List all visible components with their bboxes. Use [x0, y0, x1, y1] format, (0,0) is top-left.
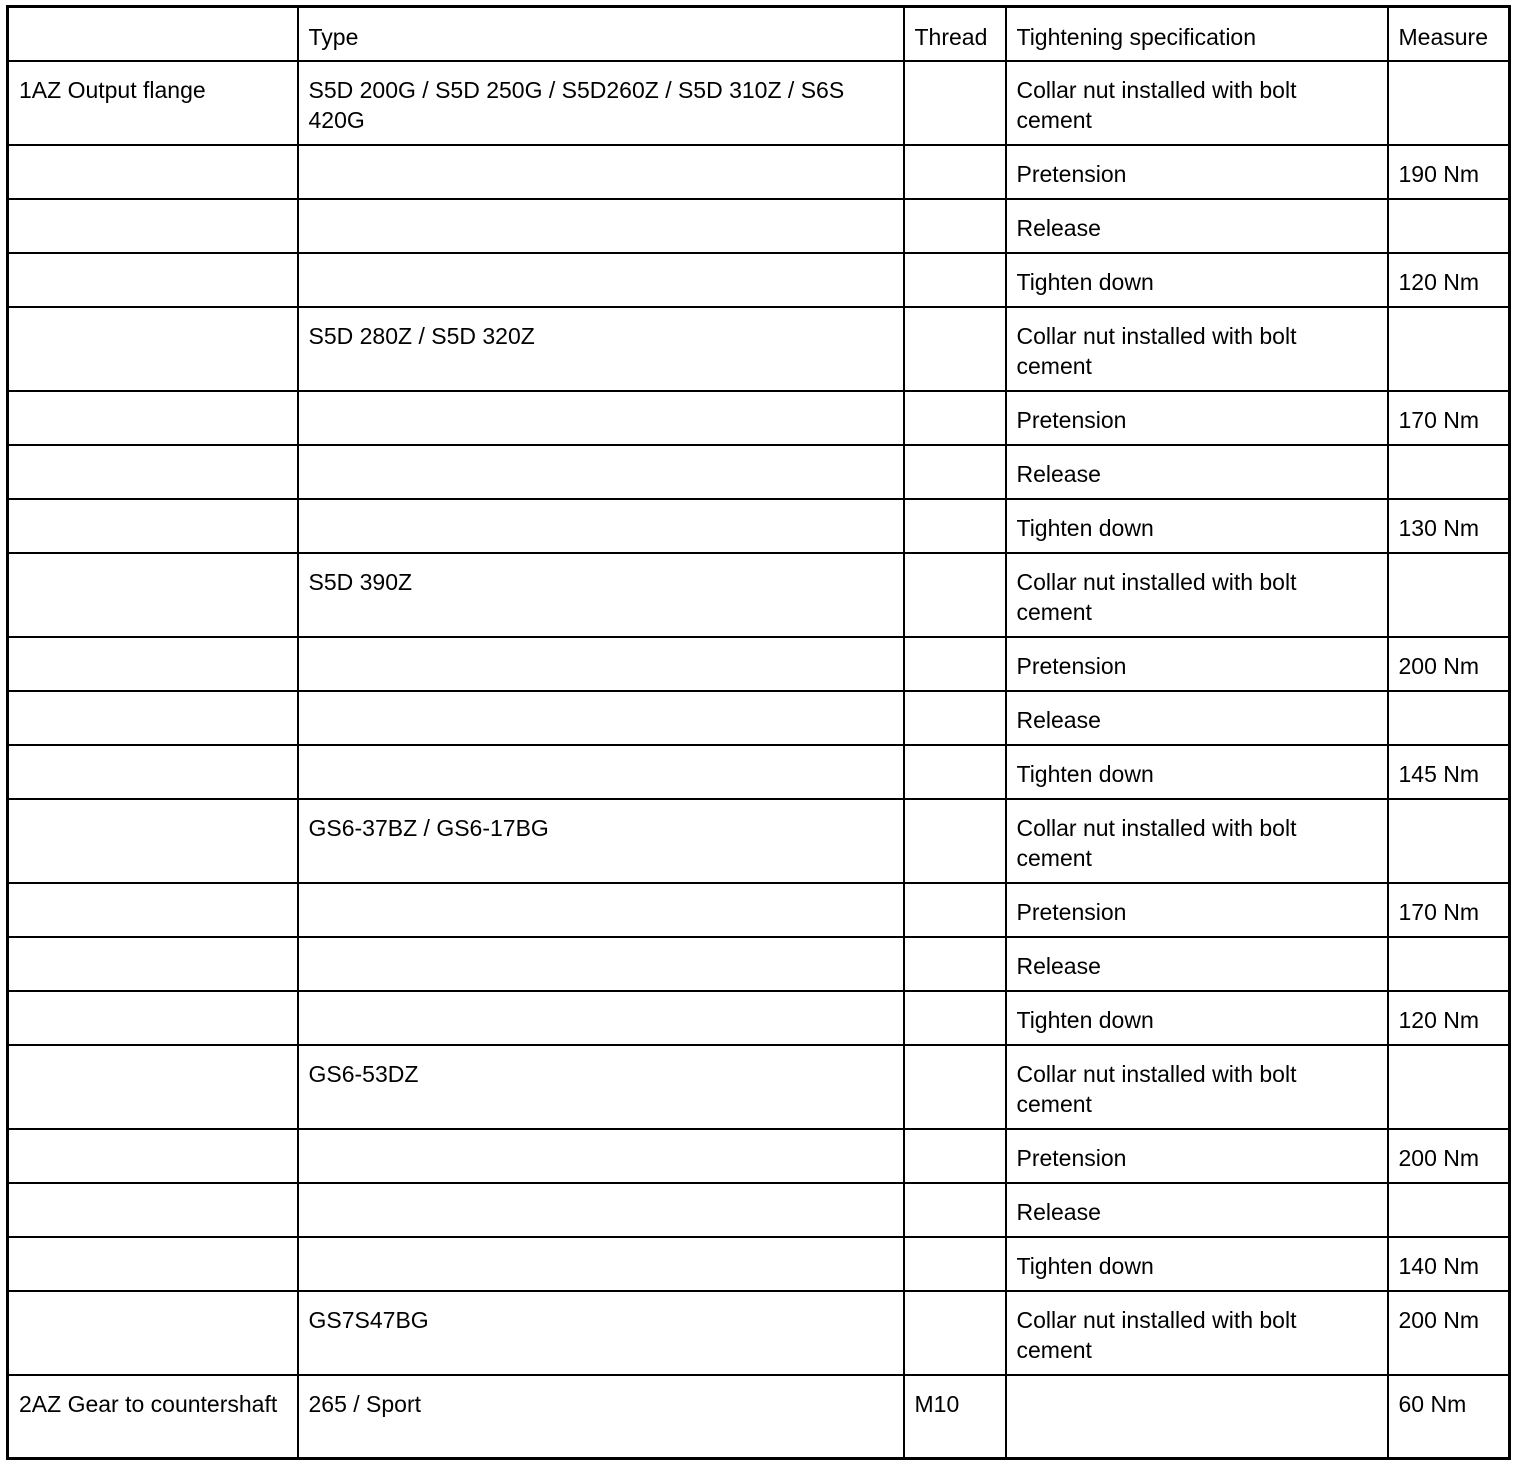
cell-measure: 200 Nm	[1388, 1129, 1510, 1183]
cell-thread	[904, 61, 1006, 145]
cell-thread	[904, 745, 1006, 799]
cell-measure: 190 Nm	[1388, 145, 1510, 199]
cell-thread	[904, 199, 1006, 253]
header-spec: Tightening specification	[1006, 7, 1388, 61]
cell-measure	[1388, 307, 1510, 391]
cell-component	[8, 1291, 298, 1375]
cell-type	[298, 445, 904, 499]
cell-component	[8, 937, 298, 991]
cell-type: S5D 390Z	[298, 553, 904, 637]
cell-thread	[904, 145, 1006, 199]
cell-measure	[1388, 61, 1510, 145]
cell-type: 265 / Sport	[298, 1375, 904, 1459]
table-row	[8, 445, 1510, 499]
cell-spec: Release	[1006, 199, 1388, 253]
cell-component	[8, 1237, 298, 1291]
cell-component	[8, 253, 298, 307]
cell-component	[8, 553, 298, 637]
table-row	[8, 1291, 1510, 1375]
cell-measure: 140 Nm	[1388, 1237, 1510, 1291]
cell-component	[8, 799, 298, 883]
cell-component	[8, 499, 298, 553]
cell-spec: Release	[1006, 1183, 1388, 1237]
cell-measure	[1388, 445, 1510, 499]
cell-measure	[1388, 553, 1510, 637]
cell-spec: Release	[1006, 445, 1388, 499]
cell-spec: Pretension	[1006, 391, 1388, 445]
cell-type	[298, 145, 904, 199]
cell-type	[298, 1183, 904, 1237]
header-component	[8, 7, 298, 61]
cell-measure	[1388, 799, 1510, 883]
cell-component	[8, 445, 298, 499]
cell-type: GS7S47BG	[298, 1291, 904, 1375]
cell-thread	[904, 253, 1006, 307]
table-row	[8, 637, 1510, 691]
cell-measure: 200 Nm	[1388, 637, 1510, 691]
cell-measure: 170 Nm	[1388, 391, 1510, 445]
header-row	[8, 7, 1510, 61]
cell-thread	[904, 691, 1006, 745]
table-row	[8, 1045, 1510, 1129]
cell-component: 2AZ Gear to countershaft	[8, 1375, 298, 1459]
cell-spec: Release	[1006, 937, 1388, 991]
cell-thread	[904, 553, 1006, 637]
cell-spec	[1006, 1375, 1388, 1459]
cell-spec: Collar nut installed with bolt cement	[1006, 307, 1388, 391]
cell-type: GS6-37BZ / GS6-17BG	[298, 799, 904, 883]
table-row	[8, 937, 1510, 991]
cell-component	[8, 1129, 298, 1183]
cell-component	[8, 691, 298, 745]
cell-measure: 130 Nm	[1388, 499, 1510, 553]
cell-type	[298, 745, 904, 799]
cell-thread	[904, 937, 1006, 991]
cell-measure: 170 Nm	[1388, 883, 1510, 937]
cell-thread	[904, 1291, 1006, 1375]
cell-component	[8, 991, 298, 1045]
cell-component	[8, 145, 298, 199]
cell-measure	[1388, 1045, 1510, 1129]
table-row	[8, 253, 1510, 307]
table-row	[8, 199, 1510, 253]
cell-thread	[904, 799, 1006, 883]
header-thread: Thread	[904, 7, 1006, 61]
cell-spec: Collar nut installed with bolt cement	[1006, 1291, 1388, 1375]
cell-thread	[904, 307, 1006, 391]
cell-type	[298, 199, 904, 253]
cell-component	[8, 1045, 298, 1129]
cell-thread	[904, 1183, 1006, 1237]
cell-component	[8, 391, 298, 445]
cell-spec: Pretension	[1006, 1129, 1388, 1183]
cell-thread	[904, 499, 1006, 553]
cell-measure	[1388, 937, 1510, 991]
cell-spec: Tighten down	[1006, 499, 1388, 553]
header-type: Type	[298, 7, 904, 61]
table-row	[8, 745, 1510, 799]
table-row	[8, 991, 1510, 1045]
cell-measure: 120 Nm	[1388, 991, 1510, 1045]
cell-spec: Pretension	[1006, 883, 1388, 937]
cell-spec: Collar nut installed with bolt cement	[1006, 799, 1388, 883]
cell-type	[298, 937, 904, 991]
cell-measure: 145 Nm	[1388, 745, 1510, 799]
cell-thread	[904, 883, 1006, 937]
cell-type	[298, 499, 904, 553]
cell-thread	[904, 1045, 1006, 1129]
cell-type	[298, 883, 904, 937]
cell-measure	[1388, 691, 1510, 745]
cell-measure	[1388, 199, 1510, 253]
cell-type: GS6-53DZ	[298, 1045, 904, 1129]
cell-component	[8, 1183, 298, 1237]
cell-thread	[904, 637, 1006, 691]
table-row	[8, 553, 1510, 637]
cell-type	[298, 991, 904, 1045]
table-row	[8, 1129, 1510, 1183]
cell-type	[298, 1129, 904, 1183]
table-row	[8, 1237, 1510, 1291]
table-row	[8, 61, 1510, 145]
table-row	[8, 883, 1510, 937]
cell-type	[298, 691, 904, 745]
cell-type: S5D 200G / S5D 250G / S5D260Z / S5D 310Z / S6S 420G	[298, 61, 904, 145]
cell-thread	[904, 391, 1006, 445]
cell-component	[8, 883, 298, 937]
table-row	[8, 307, 1510, 391]
table-row	[8, 1375, 1510, 1459]
cell-type	[298, 637, 904, 691]
cell-spec: Release	[1006, 691, 1388, 745]
cell-type	[298, 253, 904, 307]
cell-measure: 200 Nm	[1388, 1291, 1510, 1375]
cell-thread	[904, 1129, 1006, 1183]
cell-type	[298, 391, 904, 445]
cell-spec: Collar nut installed with bolt cement	[1006, 61, 1388, 145]
cell-spec: Collar nut installed with bolt cement	[1006, 553, 1388, 637]
header-measure: Measure	[1388, 7, 1510, 61]
cell-type	[298, 1237, 904, 1291]
cell-spec: Tighten down	[1006, 991, 1388, 1045]
table-row	[8, 691, 1510, 745]
cell-measure	[1388, 1183, 1510, 1237]
cell-component	[8, 307, 298, 391]
cell-thread	[904, 445, 1006, 499]
cell-component	[8, 199, 298, 253]
cell-measure: 120 Nm	[1388, 253, 1510, 307]
cell-component	[8, 637, 298, 691]
cell-spec: Tighten down	[1006, 253, 1388, 307]
table-row	[8, 799, 1510, 883]
cell-thread: M10	[904, 1375, 1006, 1459]
tightening-spec-table	[6, 5, 1511, 1460]
cell-spec: Pretension	[1006, 145, 1388, 199]
cell-spec: Pretension	[1006, 637, 1388, 691]
cell-type: S5D 280Z / S5D 320Z	[298, 307, 904, 391]
cell-thread	[904, 1237, 1006, 1291]
cell-spec: Tighten down	[1006, 745, 1388, 799]
table-row	[8, 145, 1510, 199]
table-row	[8, 391, 1510, 445]
cell-component	[8, 745, 298, 799]
cell-thread	[904, 991, 1006, 1045]
cell-spec: Collar nut installed with bolt cement	[1006, 1045, 1388, 1129]
cell-measure: 60 Nm	[1388, 1375, 1510, 1459]
cell-spec: Tighten down	[1006, 1237, 1388, 1291]
table-row	[8, 1183, 1510, 1237]
cell-component: 1AZ Output flange	[8, 61, 298, 145]
table-row	[8, 499, 1510, 553]
